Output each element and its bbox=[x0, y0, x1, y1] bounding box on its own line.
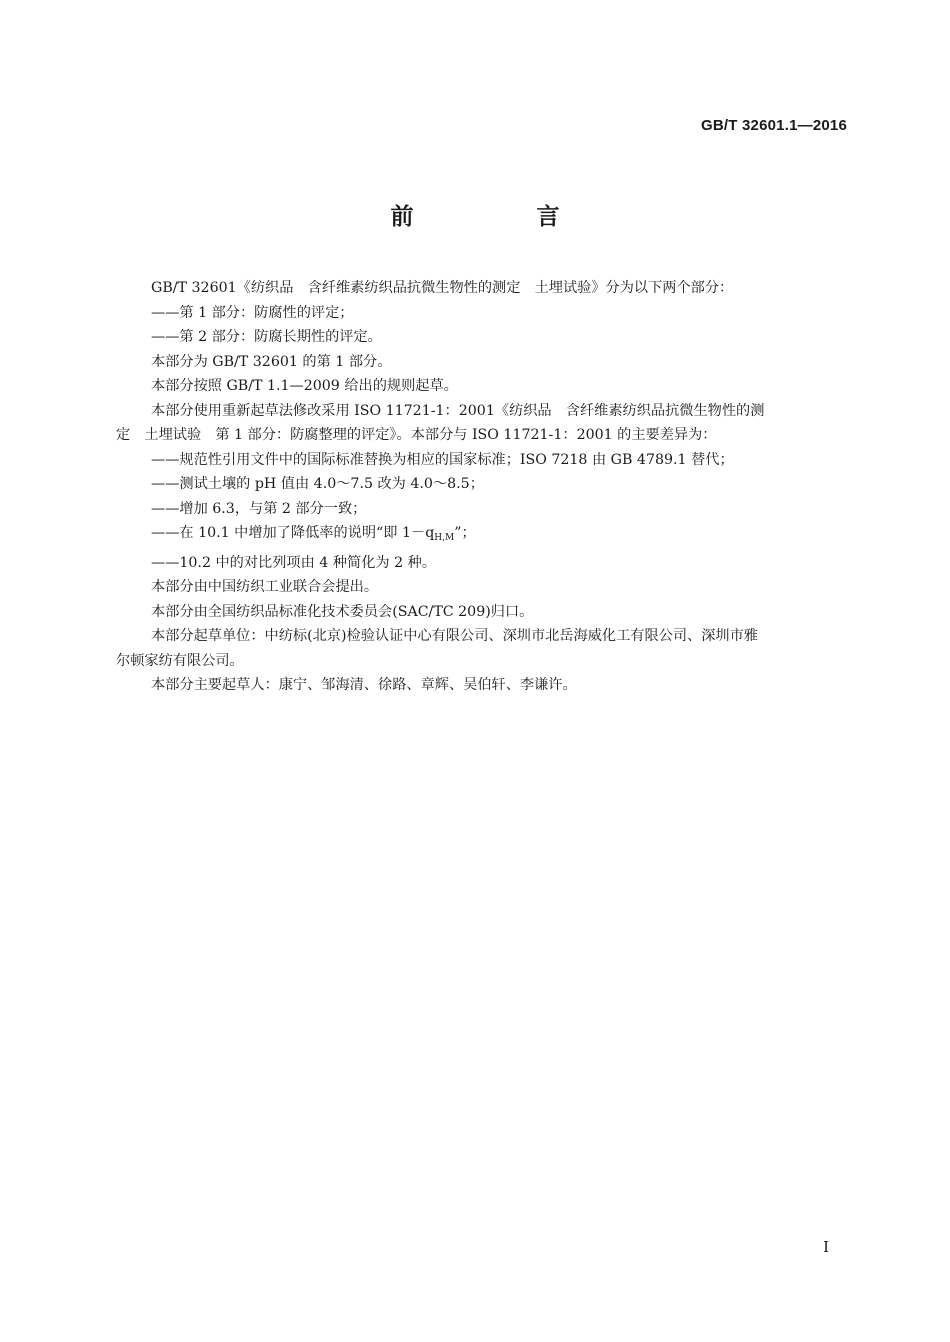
page-title: 前 言 bbox=[390, 204, 610, 230]
paragraph: 本部分为 GB/T 32601 的第 1 部分。 bbox=[151, 353, 392, 370]
formula-subscript: H,M bbox=[434, 533, 455, 543]
list-item: ——增加 6.3，与第 2 部分一致； bbox=[151, 500, 367, 517]
list-item-text: ——在 10.1 中增加了降低率的说明“即 1－q bbox=[151, 525, 435, 541]
list-item: ——第 1 部分：防腐性的评定； bbox=[151, 304, 354, 321]
paragraph: 本部分由中国纺织工业联合会提出。 bbox=[151, 579, 379, 595]
list-item: ——第 2 部分：防腐长期性的评定。 bbox=[151, 329, 382, 345]
paragraph-continuation: 尔顿家纺有限公司。 bbox=[116, 652, 244, 669]
list-item bbox=[116, 521, 850, 551]
list-item: ——规范性引用文件中的国际标准替换为相应的国家标准；ISO 7218 由 GB 4789.1 替代； bbox=[151, 451, 734, 468]
paragraph: 本部分使用重新起草法修改采用 ISO 11721-1：2001《纺织品 含纤维素纺织品抗微生物性的测 bbox=[151, 402, 765, 419]
list-item: ——测试土壤的 pH 值由 4.0～7.5 改为 4.0～8.5； bbox=[151, 476, 484, 492]
list-item: ——10.2 中的对比列项由 4 种简化为 2 种。 bbox=[151, 554, 437, 571]
paragraph-continuation: 定 土埋试验 第 1 部分：防腐整理的评定》。本部分与 ISO 11721-1：2001 的主要差异为： bbox=[116, 427, 717, 443]
paragraph: 本部分按照 GB/T 1.1—2009 给出的规则起草。 bbox=[151, 378, 458, 394]
formula-tail: ”； bbox=[454, 525, 476, 541]
paragraph: 本部分起草单位：中纺标(北京)检验认证中心有限公司、深圳市北岳海威化工有限公司、深圳市雅 bbox=[151, 628, 758, 644]
paragraph: GB/T 32601《纺织品 含纤维素纺织品抗微生物性的测定 土埋试验》分为以下两个部分： bbox=[151, 280, 734, 296]
standard-code: GB/T 32601.1—2016 bbox=[701, 117, 847, 134]
paragraph: 本部分由全国纺织品标准化技术委员会(SAC/TC 209)归口。 bbox=[151, 603, 534, 620]
page-number: I bbox=[823, 1238, 829, 1256]
document-body bbox=[116, 276, 850, 698]
paragraph: 本部分主要起草人：康宁、邹海清、徐路、章辉、吴伯轩、李谦许。 bbox=[151, 677, 577, 693]
